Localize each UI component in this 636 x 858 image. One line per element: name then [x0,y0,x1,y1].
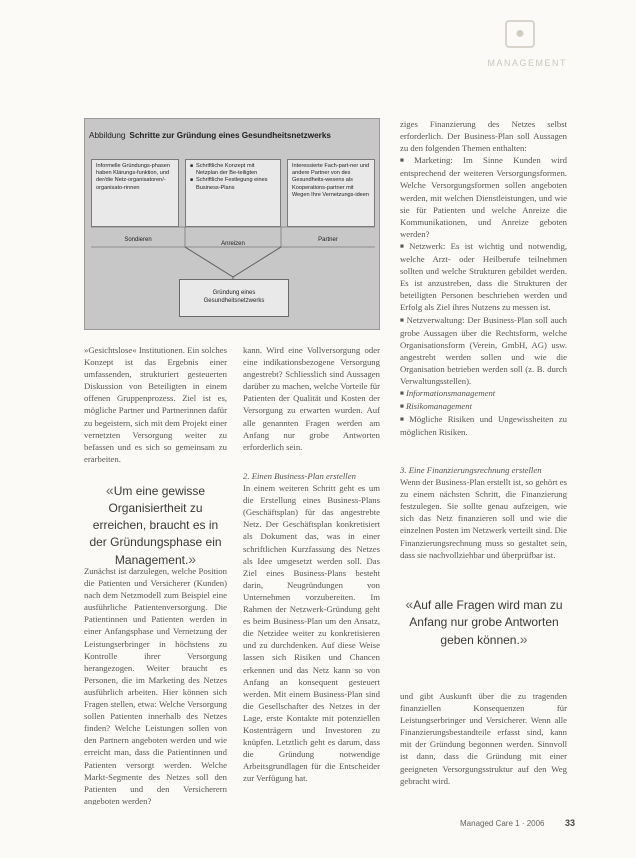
quote-open-icon: « [405,596,414,612]
paragraph: Zunächst ist darzulegen, welche Position die Patienten und Versicherer (Kunden) nach dem Netzmodell zum Beispiel eine ausführliche Patientenversorgung. Die Patientinnen und Patienten werden in einer Anfangsphase und Vernetzung der Leistungserbringer in höchstens zu Kontrolle ihrer Versorgung herangezogen. Weiter braucht es Personen, die im Marketing des Netzes ausführlich arbeiten. Hier können sich Fragen stellen, etwa: Welche Versorgung sollen Patienten innerhalb des Netzes finden? Welche Leistungen sollen von den Partnern angeboten werden und wie erreicht man, dass die Patientinnen und Patienten versorgt werden. Welche Markt-Segmente des Netzes soll den Patienten und den Versicherern angeboten werden? [84,566,227,805]
figure-label-sondieren: Sondieren [124,237,152,243]
square-bullet-icon: ■ [400,316,405,324]
paragraph: ziges Finanzierung des Netzes selbst erforderlich. Der Business-Plan soll Aussagen zu den folgenden Themen enthalten: [400,119,567,154]
square-bullet-icon: ■ [400,403,404,411]
square-bullet-icon: ■ [400,416,408,424]
square-bullet-icon: ■ [400,390,404,398]
square-bullet-icon: ■ [400,157,413,165]
column3-bottom-text [400,690,567,805]
column3-top-text [400,118,567,456]
figure-box-informal: Informelle Gründungs-phasen haben Klärungs-funktion, und der/die Netz-organisatoren/-organisato-rinnen [91,159,179,227]
paragraph: Wenn der Business-Plan erstellt ist, so gehört es zu einem nächsten Schritt, die Finanzierung festzulegen. Sie sollte genau aufzeigen, wie sich das Netz finanzieren soll und wie die einzelnen Posten im Netzwerk verteilt sind. Die Finanzierungsrechnung muss so gestaltet sein, dass sie nachvollziehbar und überprüfbar ist. [400,477,567,560]
journal-footer: Managed Care 1 · 2006 [460,819,545,828]
column1-top-text [84,344,227,464]
figure-box-founding [179,279,289,317]
figure-label-partner: Partner [318,237,338,243]
square-bullet-icon: ■ [400,242,408,250]
column2-bottom-text [243,470,380,805]
pull-quote-management [84,482,227,569]
column2-top-text [243,344,380,464]
figure-title-text: Schritte zur Gründung eines Gesundheitsnetzwerks [129,131,331,140]
list-item: ■ Netzverwaltung: Der Business-Plan soll auch grobe Aussagen über die Rechtsform, welche Organisationsform (Verein, GmbH, AG) usw. angestrebt werden sollen und wie die Organisation betrieben werden soll (z. B. durch Verwaltungsstellen). [400,314,567,386]
column1-bottom-text [84,565,227,805]
quote-close-icon: » [519,631,528,647]
figure-box-partners: Interessierte Fach-part-ner und andere Partner von des Gesundheits-wesens als Kooperations-partner mit Wegen Ihre Vernetzungs-ideen [287,159,375,227]
list-item: ■ Risikomanagement [400,401,473,412]
figure-box-founding-line1: Gründung eines [212,290,256,296]
section-subheading: 3. Eine Finanzierungsrechnung erstellen [400,465,542,475]
figure-diagram [84,118,380,330]
section-header: MANAGEMENT [487,58,567,68]
magazine-logo-icon: ● [505,20,535,48]
paragraph: und gibt Auskunft über die zu tragenden finanziellen Konsequenzen für Leistungserbringer und Versicherer. Wenn alle Finanzierungsbestandteile erfasst sind, kann mit der Gründung begonnen werden. Sinnvoll ist dann, dass die Gründung mit einer geeigneten Versorgungsstruktur auf den Weg gebracht wird. [400,691,567,786]
list-item: ■ Netzwerk: Es ist wichtig und notwendig, welche Arzt- oder Heilberufe teilnehmen sollten und welche Strukturen gebildet werden. Es ist anzustreben, dass die Strukturen der beteiligten Personen beschrieben werden und Erfolg als Ziel ihres Nutzens zu messen ist. [400,240,567,313]
paragraph: »Gesichtslose« Institutionen. Ein solches Konzept ist das Ergebnis einer umfassenden, strukturiert gesteuerten Diskussion von Beteiligten in einem offenen Gruppenprozess. Ziel ist es, mögliche Partner und Partnerinnen dafür zu begeistern, sich mit dem Projekt einer vernetzten Versorgung weiter zu befassen und es sich so gemeinsam zu erarbeiten. [84,345,227,464]
pull-quote-answers [404,596,564,649]
section-subheading: 2. Einen Business-Plan erstellen [243,471,356,481]
pull-quote-text: Um eine gewisse Organisiertheit zu erreichen, braucht es in der Gründungsphase ein Management. [89,484,222,567]
list-item: ■ Marketing: Im Sinne Kunden wird entsprechend der weiteren Versorgungsformen. Welche Versorgungsformen sollen angeboten werden, mit welchen Dienstleistungen, und wie sie für Patienten und welche Anreize die Kommunikationen, und Anreize geboten werden? [400,155,567,239]
figure-box-founding-line2: Gesundheitsnetzwerks [203,298,265,304]
column3-mid-text [400,464,567,574]
paragraph: In einem weiteren Schritt geht es um die Erstellung eines Business-Plans (Geschäftsplan) für das angestrebte Netz. Der Geschäftsplan konkretisiert als Dokument das, was in einer schriftlichen Kurzfassung des Netzes als Idee umgesetzt werden soll. Das Ziel eines Business-Plans besteht darin, Neugründungen von Unternehmen vorzubereiten. Im Rahmen der Netzwerk-Gründung geht es beim Business-Plan um den Ansatz, die Netzidee weiter zu konkretisieren und zu durchdenken. Auf diese Weise lassen sich Risiken und Chancen erkennen und das Netz kann so von Anfang an konsequent gesteuert werden. Mit einem Business-Plan sind die Gesellschafter des Netzes in der Lage, erste Kontakte mit potenziellen Kostenträgern und Investoren zu knüpfen. Letztlich geht es darum, dass die Gründung notwendige Arbeitsgrundlagen für die Entscheider zur Verfügung hat. [243,483,380,784]
list-item: ■ Mögliche Risiken und Ungewissheiten zu möglichen Risiken. [400,414,567,438]
quote-close-icon: » [188,551,197,567]
figure-box-concept [185,159,281,227]
figure-label-anreizen: Anreizen [221,241,245,247]
figure-box-item: ■ Schriftliche Festlegung eines Business-Plans [190,177,276,191]
quote-open-icon: « [105,482,114,498]
list-item: ■ Informationsmanagement [400,388,496,399]
figure-title [89,131,331,140]
figure-label: Abbildung [89,131,126,140]
figure-box-item: ■ Schriftliche Konzept mit Netzplan der Be-teiligten [190,163,276,177]
page-number: 33 [565,818,576,828]
paragraph: kann. Wird eine Vollversorgung oder eine indikationsbezogene Versorgung angestrebt? Schliesslich sind Aussagen darüber zu machen, welche Vorteile für Patienten der Qualität und Kosten der Versorgung zu erwarten wurden. Auf alle genannten Fragen werden am Anfang nur grobe Antworten erforderlich sein. [243,345,380,452]
pull-quote-text: Auf alle Fragen wird man zu Anfang nur grobe Antworten geben können. [409,598,563,647]
